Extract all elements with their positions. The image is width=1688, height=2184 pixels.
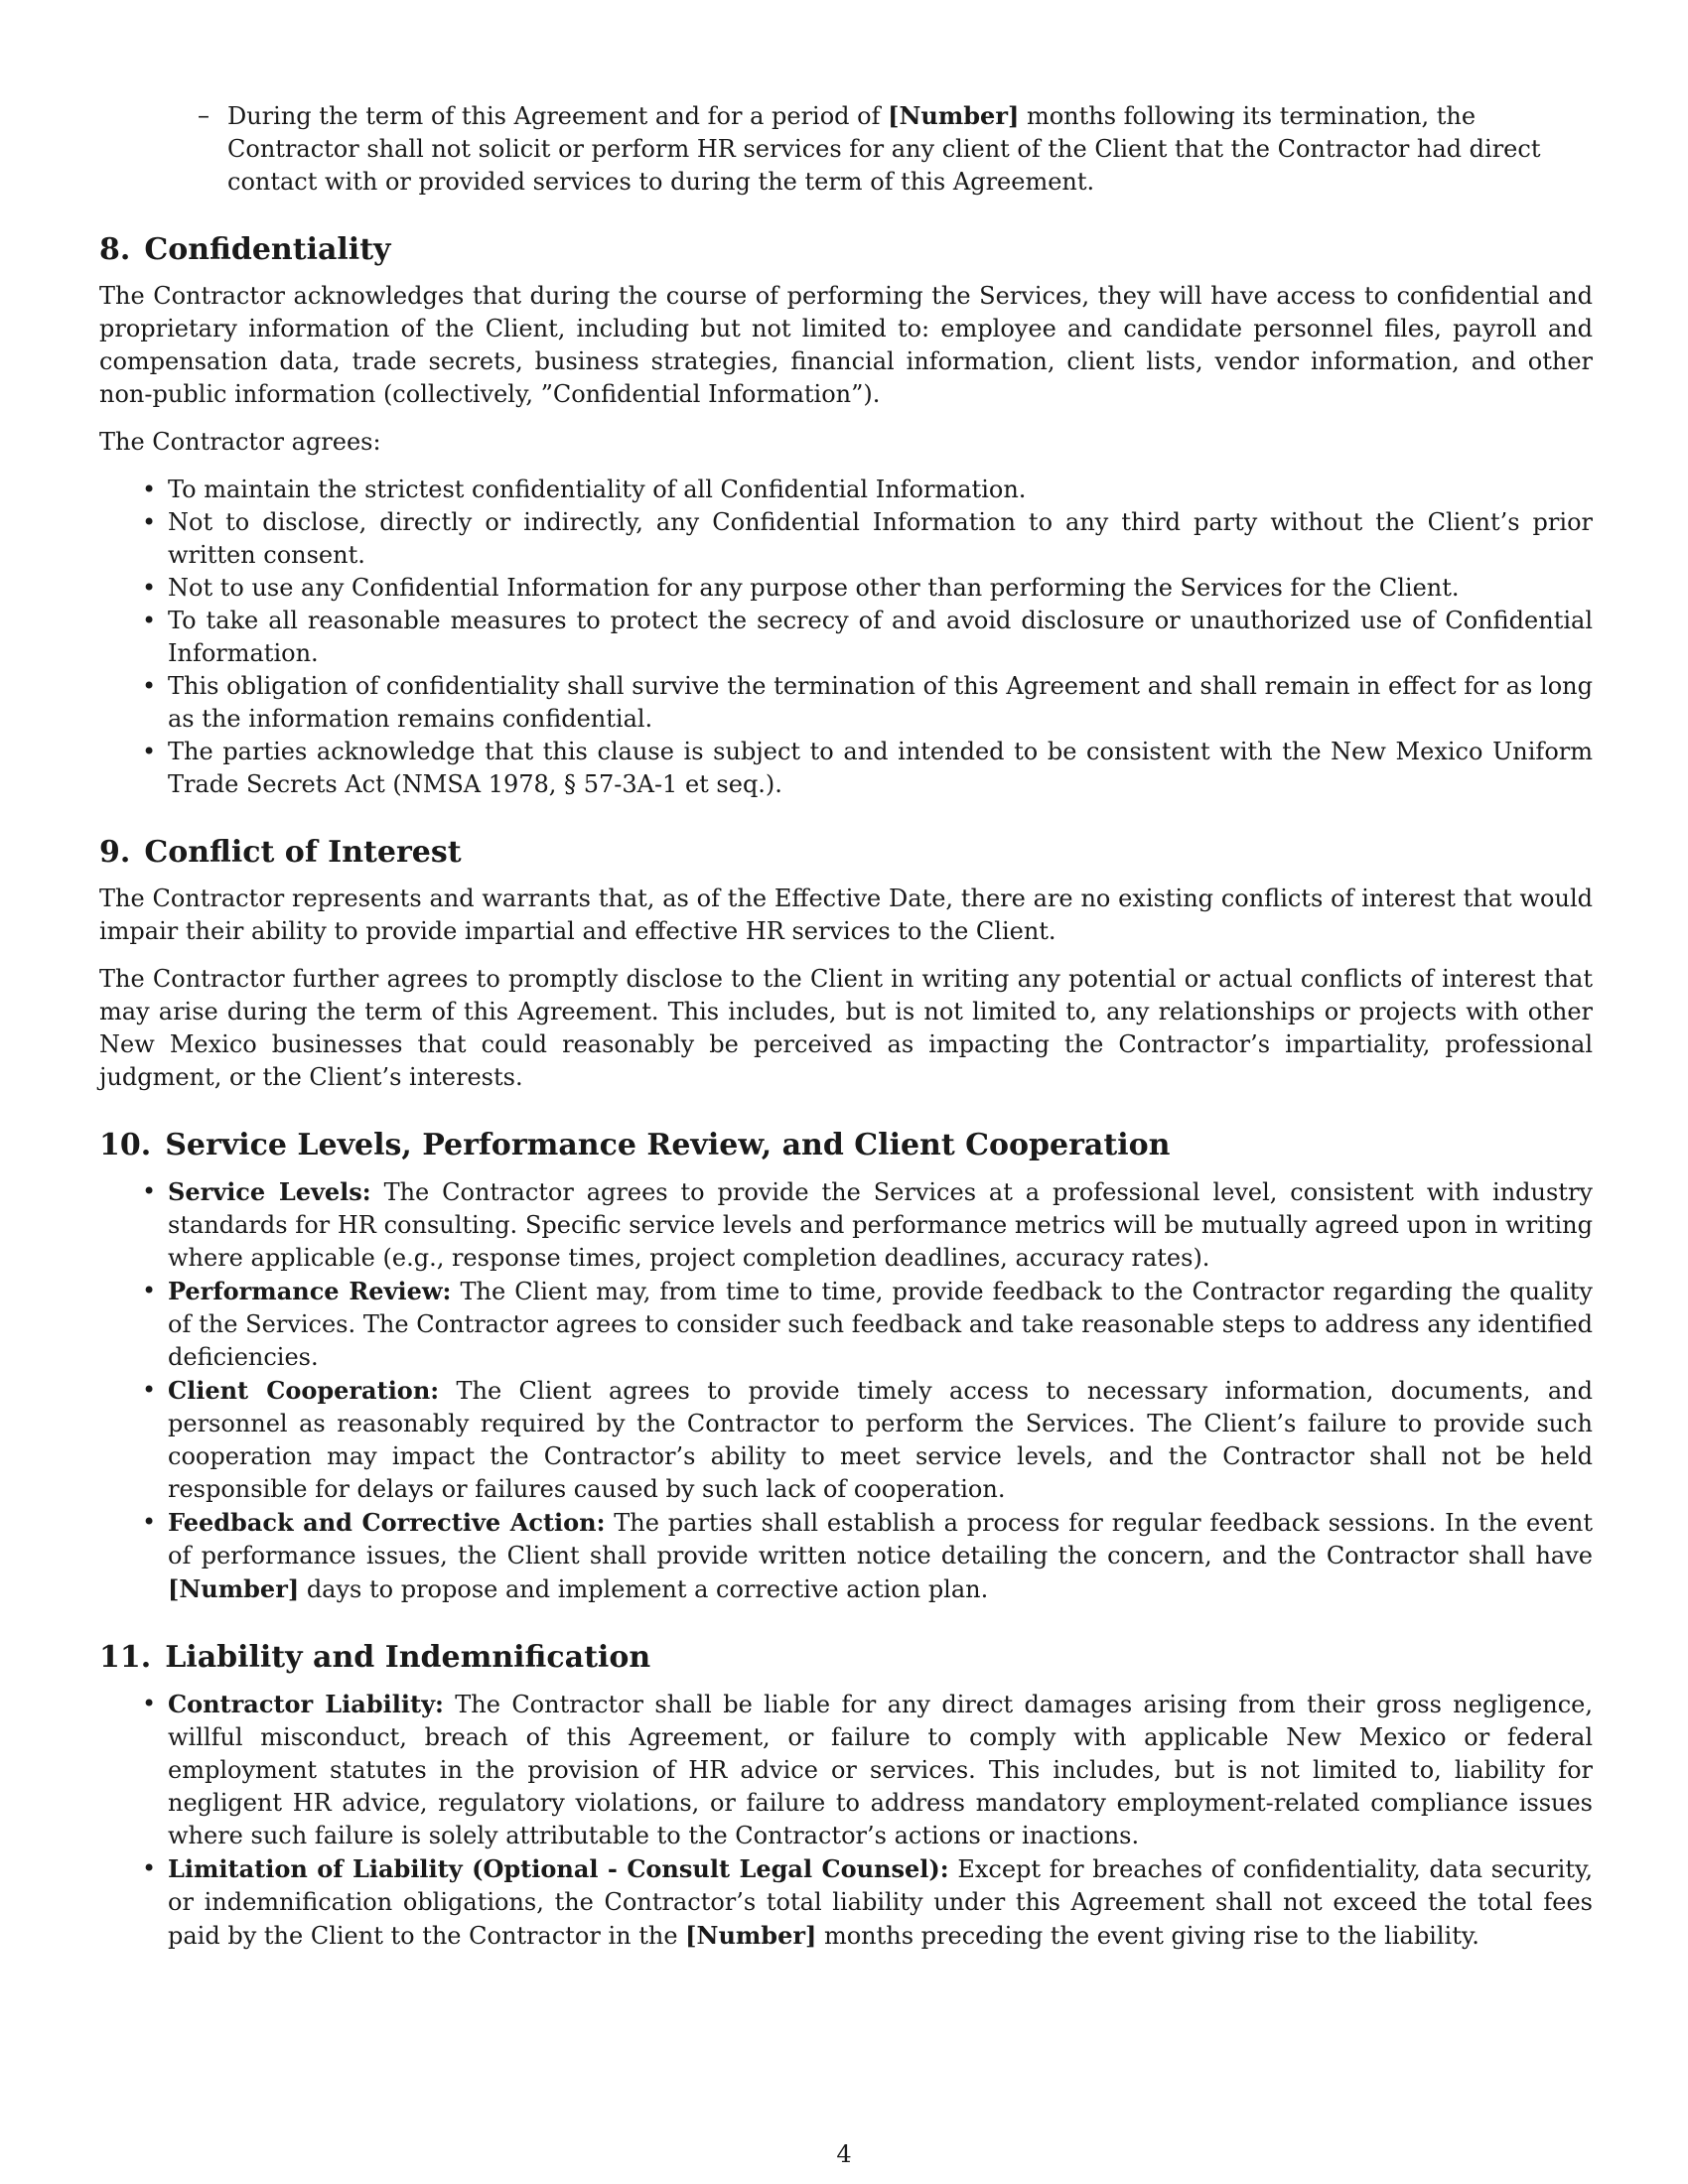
list-item: [142, 1374, 1593, 1506]
item-label: Feedback and Corrective Action:: [168, 1508, 606, 1537]
section-title: Conflict of Interest: [144, 835, 462, 870]
bullet-marker: •: [142, 607, 157, 634]
dash-marker: –: [198, 101, 210, 129]
conflict-paragraph-1: The Contractor represents and warrants that, as of the Effective Date, there are no existing conflicts of interest that would impair their ability to provide impartial and effective HR services to the Client.: [99, 885, 1593, 945]
bullet-marker: •: [142, 508, 157, 536]
section-number: 9.: [99, 835, 131, 870]
list-item-text: Except for breaches of confidentiality, data security, or indemnification obligations, the Contractor’s total liability under this Agreement shall not exceed the total fees paid by the Client to the Contractor in the: [168, 1855, 1593, 1950]
document-page: [99, 99, 1593, 1953]
bullet-marker: •: [142, 1508, 157, 1536]
section-title: Confidentiality: [144, 232, 391, 267]
section-title: Liability and Indemnification: [165, 1640, 651, 1675]
section-number: 8.: [99, 232, 131, 267]
list-item: [142, 1275, 1593, 1374]
number-placeholder: [Number]: [685, 1921, 817, 1950]
list-item-text: The Contractor agrees to provide the Services at a professional level, consistent with industry standards for HR consulting. Specific service levels and performance metrics will be mutually agreed upon in writing where applicable (e.g., response times, project completion deadlines, accuracy rates).: [168, 1178, 1593, 1272]
section-heading-confidentiality: [99, 232, 1593, 268]
bullet-marker: •: [142, 1177, 157, 1205]
item-text: During the term of this Agreement and for a period of: [227, 102, 889, 130]
list-item-text: Not to use any Confidential Information for any purpose other than performing the Services for the Client.: [168, 574, 1460, 602]
bullet-marker: •: [142, 1277, 157, 1304]
list-item-text: To take all reasonable measures to protect the secrecy of and avoid disclosure or unauthorized use of Confidential Information.: [168, 607, 1593, 667]
item-label: Performance Review:: [168, 1277, 452, 1305]
list-item-text: The Client may, from time to time, provide feedback to the Contractor regarding the quality of the Services. The Contractor agrees to consider such feedback and take reasonable steps to address any identified deficiencies.: [168, 1278, 1593, 1371]
page-number: 4: [836, 2140, 852, 2168]
bullet-marker: •: [142, 672, 157, 700]
list-item: [142, 1852, 1593, 1953]
list-item-text: months preceding the event giving rise to the liability.: [816, 1922, 1479, 1950]
list-item: [142, 1506, 1594, 1606]
item-label: Limitation of Liability (Optional - Consult Legal Counsel):: [168, 1854, 949, 1883]
list-item: [142, 572, 1593, 605]
list-item: [142, 670, 1593, 736]
confidentiality-paragraph: The Contractor acknowledges that during the course of performing the Services, they will have access to confidential and proprietary information of the Client, including but not limited to: employee and candidate personnel files, payroll and compensation data, trade secrets, business strategies, financial information, client lists, vendor information, and other non-public information (collectively, ”Confidential Information”).: [99, 282, 1593, 408]
bullet-marker: •: [142, 574, 157, 602]
confidentiality-list: [99, 474, 1593, 801]
contractor-agrees-paragraph: The Contractor agrees:: [99, 428, 381, 456]
item-text: months following its termination, the Contractor shall not solicit or perform HR services for any client of the Client that the Contractor had direct contact with or provided services to during the term of this Agreement.: [227, 102, 1541, 196]
item-label: Contractor Liability:: [168, 1690, 444, 1718]
liability-list: [99, 1688, 1593, 1953]
bullet-marker: •: [142, 1854, 157, 1882]
bullet-marker: •: [142, 1376, 157, 1404]
section-number: 11.: [99, 1640, 152, 1675]
list-item-text: The parties shall establish a process for regular feedback sessions. In the event of performance issues, the Client shall provide written notice detailing the concern, and the Contractor shall have: [168, 1509, 1594, 1570]
conflict-paragraph-2: The Contractor further agrees to promptly disclose to the Client in writing any potential or actual conflicts of interest that may arise during the term of this Agreement. This includes, but is not limited to, any relationships or projects with other New Mexico businesses that could reasonably be perceived as impacting the Contractor’s impartiality, professional judgment, or the Client’s interests.: [99, 965, 1593, 1091]
section-number: 10.: [99, 1128, 152, 1162]
section-title: Service Levels, Performance Review, and Client Cooperation: [165, 1128, 1171, 1162]
bullet-marker: •: [142, 476, 157, 503]
item-label: Client Cooperation:: [168, 1376, 440, 1405]
list-item-text: To maintain the strictest confidentiality of all Confidential Information.: [168, 476, 1027, 503]
item-label: Service Levels:: [168, 1177, 371, 1206]
list-item: [142, 506, 1593, 572]
list-item: [142, 605, 1593, 670]
list-item-text: The Contractor shall be liable for any direct damages arising from their gross negligence, willful misconduct, breach of this Agreement, or failure to comply with applicable New Mexico or federal employment statutes in the provision of HR advice or services. This includes, but is not limited to, liability for negligent HR advice, regulatory violations, or failure to address mandatory employment-related compliance issues where such failure is solely attributable to the Contractor’s actions or inactions.: [168, 1691, 1593, 1849]
list-item-text: days to propose and implement a corrective action plan.: [299, 1575, 989, 1603]
list-item: [142, 1175, 1593, 1275]
service-levels-list: [99, 1175, 1593, 1606]
section-heading-service-levels: [99, 1128, 1593, 1163]
list-item: [142, 1688, 1593, 1852]
bullet-marker: •: [142, 738, 157, 765]
list-item-text: Not to disclose, directly or indirectly, any Confidential Information to any third party without the Client’s prior written consent.: [168, 508, 1593, 569]
list-item: [142, 736, 1593, 801]
number-placeholder: [Number]: [168, 1574, 300, 1603]
non-solicitation-item: [198, 99, 1593, 199]
list-item-text: The Client agrees to provide timely access to necessary information, documents, and personnel as reasonably required by the Contractor to perform the Services. The Client’s failure to provide such cooperation may impact the Contractor’s ability to meet service levels, and the Contractor shall not be held responsible for delays or failures caused by such lack of cooperation.: [168, 1377, 1593, 1503]
bullet-marker: •: [142, 1690, 157, 1717]
number-placeholder: [Number]: [888, 101, 1020, 130]
list-item-text: This obligation of confidentiality shall survive the termination of this Agreement and shall remain in effect for as long as the information remains confidential.: [168, 672, 1593, 733]
section-heading-liability: [99, 1640, 1593, 1676]
list-item: [142, 474, 1593, 506]
section-heading-conflict-of-interest: [99, 835, 1593, 871]
list-item-text: The parties acknowledge that this clause is subject to and intended to be consistent with the New Mexico Uniform Trade Secrets Act (NMSA 1978, § 57-3A-1 et seq.).: [168, 738, 1593, 798]
